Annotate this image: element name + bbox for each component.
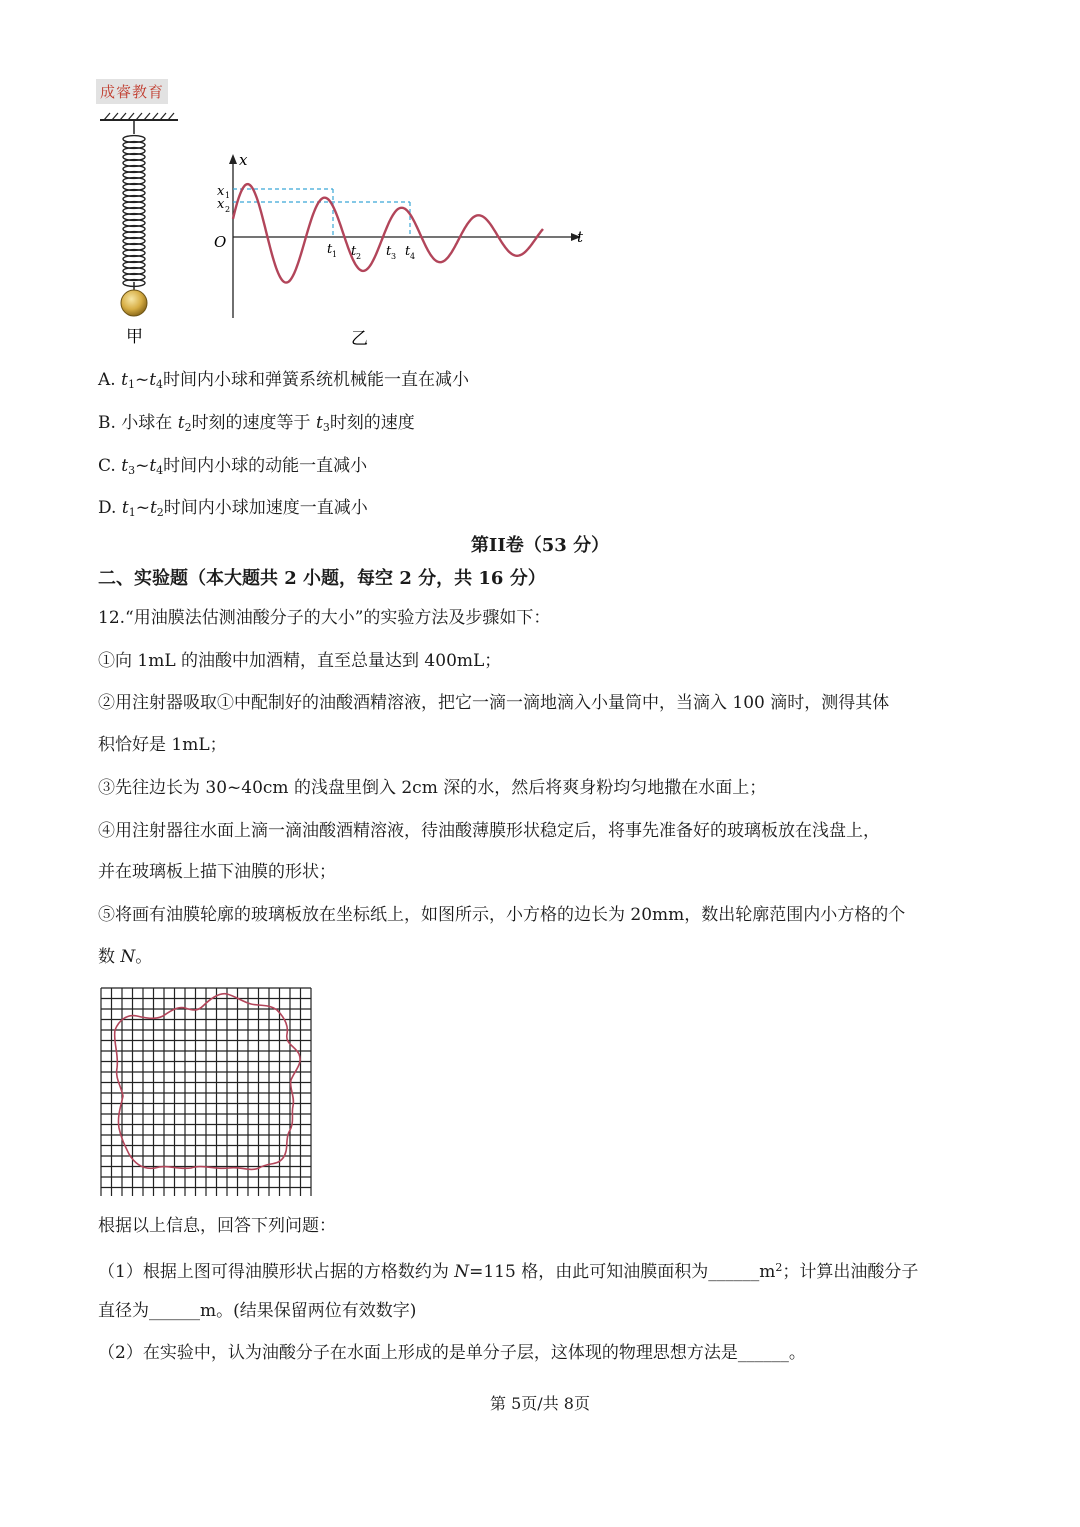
text: 数: [98, 947, 121, 967]
sub: 3: [128, 464, 136, 477]
q12-step2a: ②用注射器吸取①中配制好的油酸酒精溶液，把它一滴一滴地滴入小量筒中，当滴入 100 滴时，测得其体: [98, 693, 890, 713]
t3-subscript: 3: [391, 252, 397, 261]
x2-label: x: [217, 197, 225, 212]
t2-label: t: [351, 244, 357, 259]
option-letter: D.: [98, 498, 117, 518]
t1-subscript: 1: [332, 250, 338, 259]
t4-subscript: 4: [410, 252, 416, 261]
section-ii-title: 第II卷（53 分）: [470, 535, 610, 556]
t1-label: t: [327, 242, 333, 257]
option-letter: C.: [98, 456, 116, 476]
option-c[interactable]: [98, 455, 367, 482]
oscillation-graph: [205, 148, 595, 350]
var: t: [121, 456, 129, 476]
t2-subscript: 2: [356, 252, 362, 261]
text: ；计算出油酸分子: [782, 1262, 919, 1282]
spring-figure: [96, 112, 186, 348]
x2-subscript: 2: [225, 205, 231, 214]
axis-x-label: x: [239, 151, 248, 169]
sup: 2: [775, 1261, 783, 1274]
sub: 1: [128, 506, 136, 519]
option-b[interactable]: [98, 412, 415, 439]
q12-step2b: 积恰好是 1mL；: [98, 735, 227, 755]
option-text: 时间内小球的动能一直减小: [163, 456, 368, 476]
option-text: ~: [135, 498, 150, 518]
option-text: ~: [135, 456, 150, 476]
option-a[interactable]: [98, 369, 469, 396]
page-footer: 第 5页/共 8页: [490, 1394, 590, 1413]
sub: 1: [127, 378, 135, 391]
sub: 4: [156, 378, 164, 391]
var: t: [149, 370, 157, 390]
q12-step5b: [98, 946, 152, 968]
q12-step1: ①向 1mL 的油酸中加酒精，直至总量达到 400mL；: [98, 651, 502, 671]
damped-wave-curve: [233, 184, 543, 283]
origin-label: O: [214, 233, 227, 251]
text: （1）根据上图可得油膜形状占据的方格数约为: [98, 1262, 455, 1282]
option-text: ~: [134, 370, 150, 390]
answer-blank-area[interactable]: =115 格，由此可知油膜面积为______m: [469, 1262, 776, 1282]
var: t: [121, 498, 129, 518]
option-d[interactable]: [98, 497, 368, 524]
q12-step4a: ④用注射器往水面上滴一滴油酸酒精溶液，待油酸薄膜形状稳定后，将事先准备好的玻璃板放在浅盘上，: [98, 821, 880, 841]
option-text: 时刻的速度: [329, 413, 415, 433]
sub: 3: [322, 421, 330, 434]
text: 。: [135, 947, 153, 967]
var: N: [120, 947, 136, 967]
option-letter: B.: [98, 413, 116, 433]
ball: [121, 290, 147, 316]
var: t: [149, 498, 157, 518]
option-text: 时间内小球加速度一直减小: [163, 498, 368, 518]
q12-step5a: ⑤将画有油膜轮廓的玻璃板放在坐标纸上，如图所示，小方格的边长为 20mm，数出轮廓范围内小方格的个: [98, 905, 906, 925]
var: N: [454, 1262, 470, 1282]
sub-question-1a: [98, 1257, 918, 1283]
var: t: [121, 370, 128, 390]
answer-intro: 根据以上信息，回答下列问题：: [98, 1216, 336, 1236]
sub: 4: [156, 464, 164, 477]
q12-step3: ③先往边长为 30~40cm 的浅盘里倒入 2cm 深的水，然后将爽身粉均匀地撒在水面上；: [98, 778, 767, 798]
option-text: 时刻的速度等于: [191, 413, 316, 433]
axis-t-label: t: [577, 228, 584, 246]
var: t: [177, 413, 185, 433]
brand-logo: 成睿教育: [96, 79, 168, 104]
oil-film-grid: [99, 986, 315, 1196]
t4-label: t: [405, 244, 411, 259]
figure-label-jia: 甲: [126, 327, 143, 347]
x1-subscript: 1: [225, 191, 231, 200]
q12-step4b: 并在玻璃板上描下油膜的形状；: [98, 862, 336, 882]
sub: 2: [184, 421, 192, 434]
x1-label: x: [217, 184, 225, 199]
figure-label-yi: 乙: [351, 329, 368, 349]
sub-question-1b[interactable]: 直径为______m。(结果保留两位有效数字): [98, 1301, 417, 1321]
t3-label: t: [386, 244, 392, 259]
option-text: 小球在: [115, 413, 178, 433]
var: t: [149, 456, 157, 476]
option-letter: A.: [98, 370, 116, 390]
sub-question-2[interactable]: （2）在实验中，认为油酸分子在水面上形成的是单分子层，这体现的物理思想方法是______。: [98, 1343, 806, 1363]
var: t: [315, 413, 323, 433]
section-heading: 二、实验题（本大题共 2 小题，每空 2 分，共 16 分）: [98, 568, 546, 589]
option-text: 时间内小球和弹簧系统机械能一直在减小: [163, 370, 470, 390]
sub: 2: [156, 506, 164, 519]
q12-intro: 12.“用油膜法估测油酸分子的大小”的实验方法及步骤如下：: [98, 608, 551, 628]
